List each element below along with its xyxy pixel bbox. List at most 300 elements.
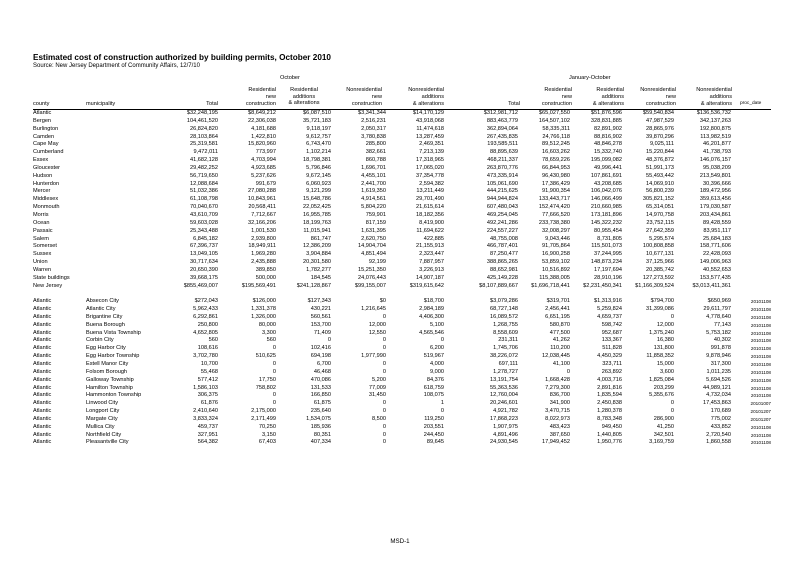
cell-value: $319,615,642 [409,282,444,289]
cell-proc-date: 20101108 [750,432,771,438]
cell-value: 4,732,034 [706,392,731,399]
cell-county: Atlantic [33,408,52,415]
cell-value: 0 [566,368,570,375]
cell-county: Atlantic [33,337,52,344]
cell-proc-date [731,236,771,244]
cell-value: 29,701,490 [416,196,444,203]
cell-county: Warren [33,266,52,273]
cell-value: $8,107,889,667 [479,282,518,289]
cell-value: 80,351 [313,431,331,438]
cell-value: 0 [670,408,674,415]
cell-value: $8,649,212 [248,110,276,116]
cell-value: 173,181,896 [590,211,622,218]
cell-value: 70,250 [258,423,276,430]
cell-value: 20,246,601 [490,400,518,407]
cell-value: 192,800,875 [699,125,731,132]
cell-value: 4,914,561 [361,196,386,203]
cell-value: 51,032,386 [190,188,218,195]
cell-value: 9,121,299 [306,188,331,195]
cell-value: 1,216,645 [361,306,386,313]
section-gap [33,290,771,298]
cell-value: 13,287,459 [416,133,444,140]
county-row [33,181,771,189]
cell-value: 91,900,354 [542,188,570,195]
cell-value: 20,650,390 [190,266,218,273]
cell-value: 15,251,350 [358,266,386,273]
cell-value: 16,603,262 [542,149,570,156]
cell-value: 27,642,359 [646,227,674,234]
cell-value: 1,969,280 [251,251,276,258]
cell-value: 67,396,737 [190,243,218,250]
cell-value: 12,386,209 [303,243,331,250]
cell-value: 328,831,885 [590,117,622,124]
cell-proc-date [731,126,771,134]
cell-value: 0 [272,400,276,407]
cell-value: 7,213,139 [419,149,444,156]
cell-municipality [86,220,166,228]
cell-value: 17,750 [258,376,276,383]
cell-proc-date: 20101108 [750,299,771,305]
county-summary-rows [33,110,771,290]
cell-proc-date [731,228,771,236]
cell-value: 444,215,625 [486,188,518,195]
county-row [33,259,771,267]
cell-county: Atlantic [33,431,52,438]
cell-value: 179,030,587 [699,204,731,211]
cell-value: 29,611,797 [703,306,731,313]
cell-municipality: Margate City [86,415,118,422]
cell-value: $126,000 [252,298,276,305]
cell-county: Middlesex [33,196,59,203]
cell-value: 4,003,716 [597,376,622,383]
cell-value: 949,450 [601,423,622,430]
cell-value: 37,125,966 [646,259,674,266]
cell-value: 77,143 [713,321,731,328]
cell-value: 4,652,805 [193,329,218,336]
cell-municipality [86,173,166,181]
cell-value: 88,652,981 [490,266,518,273]
cell-value: 4,406,300 [419,313,444,320]
cell-value: 70,040,670 [190,204,218,211]
cell-county: Bergen [33,117,52,124]
cell-value: 119,250 [424,415,444,422]
cell-value: 9,000 [430,368,444,375]
municipality-row [33,408,771,416]
cell-value: 1 [440,400,444,407]
cell-value: 483,423 [549,423,570,430]
cell-value: 306,375 [197,392,218,399]
cell-value: 104,461,520 [186,117,218,124]
cell-value: $794,700 [650,298,674,305]
cell-value: 3,780,838 [361,133,386,140]
cell-value: 149,006,963 [699,259,731,266]
cell-value: 359,613,456 [699,196,731,203]
cell-value: $6,087,510 [303,110,331,116]
cell-municipality [86,283,166,291]
cell-value: 22,306,038 [248,117,276,124]
cell-value: 12,088,684 [190,180,218,187]
cell-value: 250,800 [197,321,218,328]
cell-municipality [86,228,166,236]
cell-municipality [86,157,166,165]
cell-municipality [86,141,166,149]
cell-value: 6,060,923 [306,180,331,187]
cell-value: 15,332,740 [594,149,622,156]
cell-value: 10,700 [200,361,218,367]
cell-value: 1,278,727 [493,368,518,375]
county-row [33,188,771,196]
cell-value: 1,102,214 [306,149,331,156]
cell-proc-date [731,165,771,173]
cell-value: 17,386,429 [542,180,570,187]
cell-value: 607,480,043 [486,204,518,211]
county-row [33,157,771,165]
cell-value: 28,103,864 [190,133,218,140]
county-row [33,204,771,212]
cell-value: 21,155,913 [416,243,444,250]
cell-value: 195,099,082 [590,157,622,164]
cell-value: 3,150 [262,431,276,438]
cell-county: Atlantic [33,110,52,116]
cell-value: 5,100 [430,321,444,328]
cell-value: 25,684,183 [703,235,731,242]
cell-municipality [86,126,166,134]
municipality-row [33,377,771,385]
cell-value: 22,052,425 [303,204,331,211]
cell-municipality [86,251,166,259]
cell-value: 39,870,296 [646,133,674,140]
cell-value: 694,198 [310,353,331,360]
cell-value: 113,982,519 [700,133,731,140]
cell-value: 430,221 [310,306,331,313]
cell-county: Mercer [33,188,51,195]
cell-proc-date: 20101108 [750,338,771,344]
cell-value: 2,620,750 [361,235,386,242]
cell-value: 15,820,960 [248,141,276,148]
cell-value: 758,802 [255,384,276,391]
county-row [33,251,771,259]
cell-value: 49,996,441 [594,164,622,171]
cell-value: 235,640 [310,408,331,415]
cell-value: 1,331,378 [251,306,276,313]
cell-value: 4,921,782 [493,408,518,415]
cell-value: 146,066,499 [590,196,622,203]
cell-value: 4,923,685 [251,164,276,171]
cell-value: 2,469,351 [419,141,444,148]
cell-proc-date: 20101108 [750,314,771,320]
cell-value: 0 [440,337,444,344]
cell-value: 5,237,626 [251,172,276,179]
cell-value: 8,558,609 [493,329,518,336]
cell-value: 189,472,956 [699,188,731,195]
cell-value: 40,302 [713,337,731,344]
cell-value: $650,969 [707,298,731,305]
cell-proc-date: 20101108 [750,369,771,375]
cell-value: 5,355,676 [649,392,674,399]
cell-municipality: Atlantic City [86,306,116,313]
cell-value: 89,645 [426,439,444,446]
cell-value: 41,250 [656,423,674,430]
cell-value: 18,949,911 [248,243,276,250]
county-row [33,267,771,275]
cell-proc-date: 20101108 [750,346,771,352]
cell-value: 3,226,913 [419,266,444,273]
cell-municipality: Egg Harbor City [86,345,126,352]
cell-value: 71,409 [313,329,331,336]
cell-county: Cumberland [33,149,64,156]
cell-value: 30,717,634 [190,259,218,266]
cell-value: 32,008,297 [542,227,570,234]
cell-value: 8,022,973 [545,415,570,422]
cell-value: 18,798,381 [303,157,331,164]
cell-value: 2,891,816 [597,384,622,391]
cell-value: 158,771,606 [699,243,731,250]
cell-value: 67,403 [258,439,276,446]
cell-value: 5,753,182 [706,329,731,336]
cell-value: 468,211,337 [487,157,518,164]
cell-proc-date: 20101207 [750,416,771,422]
cell-value: 38,226,072 [490,353,518,360]
report-title: Estimated cost of construction authorized by building permits, October 2010 [33,53,331,62]
cell-value: $1,313,916 [594,298,622,305]
cell-value: 152,474,420 [538,204,570,211]
cell-county: Passaic [33,227,53,234]
cell-value: 0 [440,408,444,415]
cell-value: 13,191,754 [490,376,518,383]
cell-value: 22,428,093 [703,251,731,258]
cell-municipality [86,196,166,204]
cell-value: 131,800 [653,345,674,352]
municipality-row [33,385,771,393]
cell-municipality: Hammonton Township [86,392,142,399]
cell-value: 21,615,614 [416,204,444,211]
cell-value: 6,292,861 [193,313,218,320]
cell-municipality: Buena Vista Township [86,329,141,336]
cell-value: 2,435,888 [251,259,276,266]
cell-value: 14,907,187 [416,274,444,281]
county-row [33,141,771,149]
cell-county: Atlantic [33,329,52,336]
cell-value: 861,747 [310,235,331,242]
cell-value: 108,616 [197,345,218,352]
cell-value: 3,169,759 [649,439,674,446]
county-row [33,118,771,126]
cell-value: 0 [272,345,276,352]
cell-municipality [86,134,166,142]
cell-value: 362,894,064 [486,125,518,132]
cell-value: 477,500 [549,329,570,336]
cell-value: 5,259,824 [597,306,622,313]
municipality-row [33,432,771,440]
cell-value: 91,705,864 [542,243,570,250]
cell-value: 43,918,068 [416,117,444,124]
cell-value: 0 [272,361,276,367]
cell-value: 2,516,231 [361,117,386,124]
municipality-row [33,298,771,306]
cell-value: 25,343,488 [190,227,218,234]
cell-value: 17,197,694 [594,266,622,273]
municipality-rows [33,298,771,447]
cell-value: 4,659,737 [597,313,622,320]
cell-proc-date [731,173,771,181]
cell-proc-date [731,204,771,212]
cell-value: 203,551 [423,423,444,430]
cell-value: 1,534,075 [306,415,331,422]
cell-value: 2,410,640 [193,408,218,415]
cell-value: 12,550 [368,329,386,336]
cell-value: 13,049,105 [190,251,218,258]
cell-county: Atlantic [33,361,52,367]
cell-value: 286,900 [653,415,674,422]
cell-county: Atlantic [33,384,52,391]
cell-value: 0 [382,368,386,375]
cell-value: $59,540,834 [642,110,674,116]
cell-municipality [86,149,166,157]
header-total-oct: Total [206,101,218,107]
cell-proc-date: 20101108 [750,377,771,383]
cell-municipality: Hamilton Township [86,384,133,391]
cell-county: Burlington [33,125,59,132]
cell-value: 952,687 [601,329,622,336]
cell-value: 773,997 [255,149,276,156]
cell-municipality [86,188,166,196]
cell-value: 1,860,558 [706,439,731,446]
cell-county: Camden [33,133,55,140]
cell-county: Atlantic [33,415,52,422]
cell-proc-date [731,110,771,118]
cell-county: Atlantic [33,298,52,305]
cell-value: 1,375,240 [649,329,674,336]
cell-proc-date: 20101108 [750,440,771,446]
cell-value: 77,009 [368,384,386,391]
cell-value: 3,600 [660,368,674,375]
cell-value: 10,843,961 [248,196,276,203]
cell-value: 96,430,980 [542,172,570,179]
cell-value: 2,171,499 [251,415,276,422]
cell-value: 43,208,685 [594,180,622,187]
cell-proc-date: 20101108 [750,362,771,367]
municipality-row [33,416,771,424]
cell-value: 133,443,717 [538,196,570,203]
cell-value: 18,199,763 [303,219,331,226]
cell-proc-date [731,220,771,228]
cell-municipality [86,275,166,283]
cell-value: 55,363,536 [490,384,518,391]
cell-value: 4,450,329 [597,353,622,360]
cell-municipality [86,212,166,220]
cell-value: 17,453,863 [703,400,731,407]
cell-value: 8,731,805 [597,235,622,242]
cell-value: 3,702,780 [193,353,218,360]
cell-proc-date [731,243,771,251]
cell-proc-date [731,149,771,157]
cell-value: 6,200 [430,345,444,352]
cell-value: 387,650 [549,431,570,438]
cell-value: 14,970,758 [646,211,674,218]
cell-value: 500,000 [255,274,276,281]
cell-county: Atlantic [33,345,52,352]
cell-municipality: Brigantine City [86,313,123,320]
cell-value: 560 [266,337,276,344]
cell-value: 88,816,902 [594,133,622,140]
cell-proc-date: 20101108 [750,385,771,391]
cell-value: 0 [382,337,386,344]
cell-county: Monmouth [33,204,60,211]
cell-value: 473,335,914 [486,172,518,179]
cell-value: 469,254,045 [486,211,518,218]
cell-value: 12,760,004 [490,392,518,399]
cell-value: 80,955,454 [594,227,622,234]
cell-value: 78,659,226 [542,157,570,164]
cell-value: $195,569,491 [241,282,276,289]
cell-value: 47,987,529 [646,117,674,124]
cell-value: 425,149,228 [486,274,518,281]
cell-value: $3,079,286 [490,298,518,305]
cell-municipality [86,267,166,275]
cell-value: 9,672,145 [306,172,331,179]
cell-municipality: Longport City [86,408,120,415]
cell-value: $1,696,718,441 [531,282,570,289]
municipality-row [33,306,771,314]
cell-value: 9,878,946 [706,353,731,360]
cell-value: 24,930,545 [490,439,518,446]
cell-county: Somerset [33,243,57,250]
cell-county: Cape May [33,141,59,148]
header-municipality: municipality [86,101,116,107]
cell-value: 775,002 [710,415,731,422]
cell-county: Ocean [33,219,50,226]
cell-value: 17,868,223 [490,415,518,422]
cell-value: 17,065,020 [416,164,444,171]
cell-municipality: Mullica City [86,423,115,430]
cell-value: 433,852 [710,423,731,430]
cell-value: 305,821,152 [642,196,674,203]
cell-value: 9,612,757 [306,133,331,140]
cell-value: 84,376 [426,376,444,383]
cell-value: 466,787,401 [486,243,518,250]
cell-municipality: Folsom Borough [86,368,128,375]
cell-value: 618,759 [423,384,444,391]
cell-value: 1,001,530 [251,227,276,234]
cell-value: 4,565,546 [419,329,444,336]
cell-value: 564,382 [197,439,218,446]
cell-proc-date: 20101207 [750,409,771,415]
cell-value: 422,885 [423,235,444,242]
cell-value: 29,482,252 [190,164,218,171]
cell-value: $241,128,867 [296,282,331,289]
cell-municipality: Pleasantville City [86,439,129,446]
cell-value: 598,742 [601,321,622,328]
cell-municipality: Corbin City [86,337,114,344]
cell-value: 17,949,452 [542,439,570,446]
cell-value: 5,200 [372,376,386,383]
cell-value: 41,262 [552,337,570,344]
cell-value: 127,273,592 [642,274,674,281]
county-row [33,126,771,134]
cell-value: 55,468 [200,368,218,375]
cell-value: 1,619,350 [361,188,386,195]
cell-value: 4,778,640 [706,313,731,320]
cell-proc-date [731,259,771,267]
cell-value: 16,955,785 [303,211,331,218]
cell-value: 1,950,776 [597,439,622,446]
cell-value: 1,835,594 [597,392,622,399]
cell-value: 7,887,957 [419,259,444,266]
cell-municipality [86,259,166,267]
cell-value: $1,166,309,524 [635,282,674,289]
cell-county: Atlantic [33,321,52,328]
cell-value: 2,456,441 [545,306,570,313]
